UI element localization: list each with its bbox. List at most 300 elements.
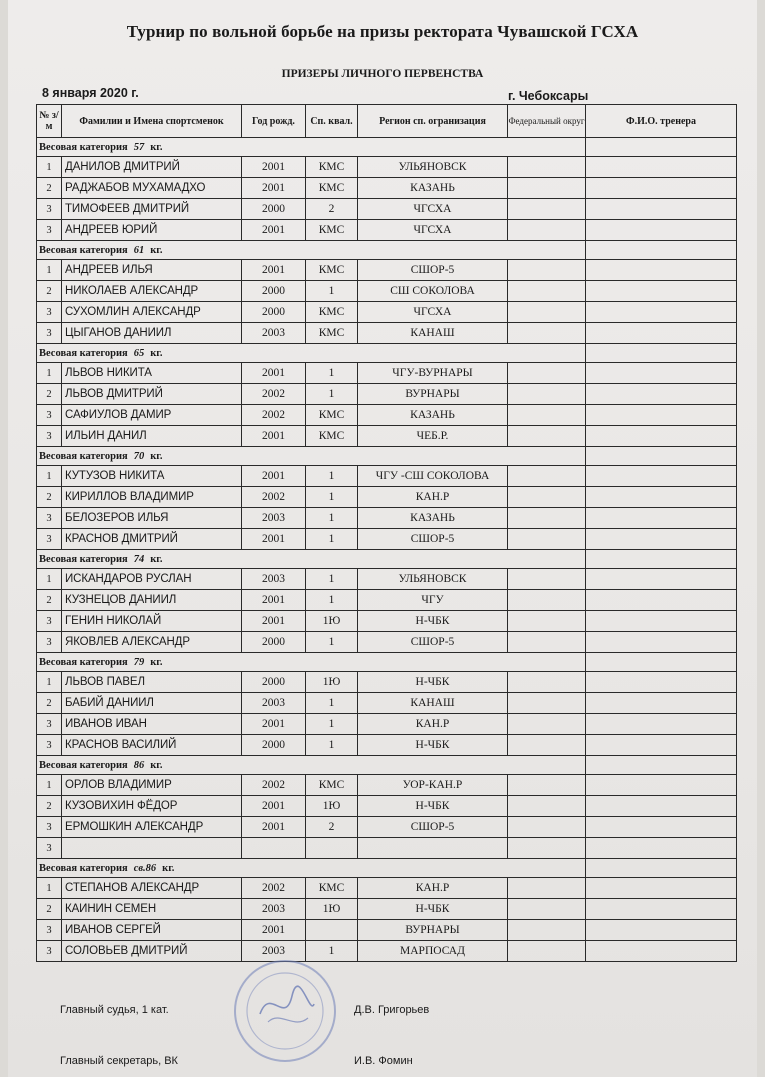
category-row xyxy=(37,447,737,466)
region-cell: Н-ЧБК xyxy=(358,899,508,920)
region-cell: УЛЬЯНОВСК xyxy=(358,569,508,590)
table-row xyxy=(37,878,737,899)
federal-cell xyxy=(508,672,586,693)
header-federal: Федеральный округ xyxy=(508,105,586,138)
trainer-cell xyxy=(586,590,737,611)
place-cell: 3 xyxy=(37,405,62,426)
birth-year: 2003 xyxy=(242,693,306,714)
region-cell: КАН.Р xyxy=(358,487,508,508)
birth-year: 2000 xyxy=(242,672,306,693)
table-row xyxy=(37,590,737,611)
trainer-cell xyxy=(586,817,737,838)
birth-year xyxy=(242,838,306,859)
region-cell: УЛЬЯНОВСК xyxy=(358,157,508,178)
secretary-name: И.В. Фомин xyxy=(354,1055,413,1067)
category-weight: св.86 xyxy=(133,862,157,874)
category-trainer-cell xyxy=(586,344,737,363)
qualification: 1 xyxy=(306,487,358,508)
document-subtitle: ПРИЗЕРЫ ЛИЧНОГО ПЕРВЕНСТВА xyxy=(281,68,484,80)
trainer-cell xyxy=(586,878,737,899)
athlete-name: СТЕПАНОВ АЛЕКСАНДР xyxy=(62,878,242,899)
judge-role: Главный судья, 1 кат. xyxy=(60,1004,169,1016)
athlete-name: СОЛОВЬЕВ ДМИТРИЙ xyxy=(62,941,242,962)
athlete-name: КУЗОВИХИН ФЁДОР xyxy=(62,796,242,817)
table-row xyxy=(37,363,737,384)
header-row xyxy=(37,105,737,138)
trainer-cell xyxy=(586,672,737,693)
secretary-role: Главный секретарь, ВК xyxy=(60,1055,178,1067)
place-cell: 2 xyxy=(37,590,62,611)
place-cell: 1 xyxy=(37,878,62,899)
athlete-name: АНДРЕЕВ ИЛЬЯ xyxy=(62,260,242,281)
category-label xyxy=(37,241,586,260)
table-row xyxy=(37,569,737,590)
region-cell: ВУРНАРЫ xyxy=(358,384,508,405)
table-row xyxy=(37,281,737,302)
region-cell: КАЗАНЬ xyxy=(358,508,508,529)
place-cell: 3 xyxy=(37,611,62,632)
birth-year: 2001 xyxy=(242,796,306,817)
qualification: КМС xyxy=(306,323,358,344)
category-weight: 79 xyxy=(133,656,145,668)
category-weight: 57 xyxy=(133,141,145,153)
qualification: КМС xyxy=(306,426,358,447)
birth-year: 2001 xyxy=(242,363,306,384)
region-cell: Н-ЧБК xyxy=(358,735,508,756)
region-cell: ВУРНАРЫ xyxy=(358,920,508,941)
place-cell: 1 xyxy=(37,260,62,281)
place-cell: 1 xyxy=(37,363,62,384)
qualification: 1 xyxy=(306,384,358,405)
table-row xyxy=(37,323,737,344)
table-row xyxy=(37,714,737,735)
trainer-cell xyxy=(586,426,737,447)
birth-year: 2002 xyxy=(242,775,306,796)
category-unit: кг. xyxy=(150,244,163,256)
table-row xyxy=(37,405,737,426)
region-cell: СШОР-5 xyxy=(358,529,508,550)
category-weight: 86 xyxy=(133,759,145,771)
federal-cell xyxy=(508,466,586,487)
table-row xyxy=(37,632,737,653)
qualification: КМС xyxy=(306,775,358,796)
category-trainer-cell xyxy=(586,859,737,878)
federal-cell xyxy=(508,157,586,178)
table-row xyxy=(37,302,737,323)
birth-year: 2001 xyxy=(242,590,306,611)
place-cell: 3 xyxy=(37,714,62,735)
results-table xyxy=(36,104,737,962)
federal-cell xyxy=(508,384,586,405)
region-cell: КАЗАНЬ xyxy=(358,178,508,199)
table-row xyxy=(37,920,737,941)
birth-year: 2001 xyxy=(242,157,306,178)
region-cell: СШОР-5 xyxy=(358,632,508,653)
birth-year: 2001 xyxy=(242,920,306,941)
qualification: 1 xyxy=(306,941,358,962)
athlete-name: ДАНИЛОВ ДМИТРИЙ xyxy=(62,157,242,178)
category-label-text: Весовая категория xyxy=(39,347,128,359)
trainer-cell xyxy=(586,508,737,529)
category-trainer-cell xyxy=(586,241,737,260)
athlete-name: ИВАНОВ СЕРГЕЙ xyxy=(62,920,242,941)
trainer-cell xyxy=(586,323,737,344)
qualification: 1 xyxy=(306,714,358,735)
birth-year: 2001 xyxy=(242,817,306,838)
qualification: 1Ю xyxy=(306,611,358,632)
place-cell: 1 xyxy=(37,157,62,178)
region-cell: КАН.Р xyxy=(358,714,508,735)
qualification: 1 xyxy=(306,363,358,384)
place-cell: 3 xyxy=(37,735,62,756)
athlete-name: ИСКАНДАРОВ РУСЛАН xyxy=(62,569,242,590)
birth-year: 2003 xyxy=(242,569,306,590)
qualification: 1 xyxy=(306,693,358,714)
athlete-name: РАДЖАБОВ МУХАМАДХО xyxy=(62,178,242,199)
qualification xyxy=(306,838,358,859)
region-cell: ЧГУ xyxy=(358,590,508,611)
region-cell xyxy=(358,838,508,859)
judge-name: Д.В. Григорьев xyxy=(354,1004,430,1016)
table-row xyxy=(37,529,737,550)
category-label xyxy=(37,138,586,157)
federal-cell xyxy=(508,281,586,302)
place-cell: 3 xyxy=(37,508,62,529)
trainer-cell xyxy=(586,632,737,653)
table-row xyxy=(37,796,737,817)
birth-year: 2002 xyxy=(242,487,306,508)
trainer-cell xyxy=(586,838,737,859)
document-sheet xyxy=(8,0,757,1077)
region-cell: ЧГУ-ВУРНАРЫ xyxy=(358,363,508,384)
trainer-cell xyxy=(586,714,737,735)
place-cell: 2 xyxy=(37,178,62,199)
category-label xyxy=(37,653,586,672)
trainer-cell xyxy=(586,899,737,920)
athlete-name: КУТУЗОВ НИКИТА xyxy=(62,466,242,487)
table-row xyxy=(37,487,737,508)
place-cell: 3 xyxy=(37,529,62,550)
category-weight: 61 xyxy=(133,244,145,256)
table-row xyxy=(37,508,737,529)
trainer-cell xyxy=(586,199,737,220)
athlete-name: БАБИЙ ДАНИИЛ xyxy=(62,693,242,714)
qualification: 2 xyxy=(306,817,358,838)
header-region: Регион сп. огранизация xyxy=(358,105,508,138)
table-row xyxy=(37,384,737,405)
federal-cell xyxy=(508,426,586,447)
athlete-name: ОРЛОВ ВЛАДИМИР xyxy=(62,775,242,796)
athlete-name: НИКОЛАЕВ АЛЕКСАНДР xyxy=(62,281,242,302)
table-row xyxy=(37,693,737,714)
place-cell: 3 xyxy=(37,302,62,323)
qualification: КМС xyxy=(306,302,358,323)
birth-year: 2000 xyxy=(242,302,306,323)
federal-cell xyxy=(508,838,586,859)
trainer-cell xyxy=(586,157,737,178)
trainer-cell xyxy=(586,529,737,550)
trainer-cell xyxy=(586,405,737,426)
qualification: 1Ю xyxy=(306,899,358,920)
region-cell: КАН.Р xyxy=(358,878,508,899)
federal-cell xyxy=(508,487,586,508)
category-row xyxy=(37,241,737,260)
category-label xyxy=(37,756,586,775)
table-row xyxy=(37,178,737,199)
qualification xyxy=(306,920,358,941)
place-cell: 3 xyxy=(37,817,62,838)
trainer-cell xyxy=(586,611,737,632)
birth-year: 2001 xyxy=(242,466,306,487)
results-body xyxy=(37,138,737,962)
table-row xyxy=(37,260,737,281)
table-row xyxy=(37,157,737,178)
trainer-cell xyxy=(586,384,737,405)
qualification: КМС xyxy=(306,405,358,426)
event-date: 8 января 2020 г. xyxy=(42,86,139,100)
place-cell: 1 xyxy=(37,775,62,796)
table-row xyxy=(37,941,737,962)
birth-year: 2003 xyxy=(242,508,306,529)
region-cell: СШОР-5 xyxy=(358,260,508,281)
region-cell: Н-ЧБК xyxy=(358,611,508,632)
category-weight: 70 xyxy=(133,450,145,462)
federal-cell xyxy=(508,529,586,550)
category-row xyxy=(37,344,737,363)
category-row xyxy=(37,756,737,775)
category-label-text: Весовая категория xyxy=(39,656,128,668)
table-row xyxy=(37,426,737,447)
table-row xyxy=(37,220,737,241)
document-title: Турнир по вольной борьбе на призы ректората Чувашской ГСХА xyxy=(126,22,639,41)
birth-year: 2003 xyxy=(242,899,306,920)
region-cell: ЧГСХА xyxy=(358,220,508,241)
region-cell: ЧГСХА xyxy=(358,302,508,323)
trainer-cell xyxy=(586,569,737,590)
trainer-cell xyxy=(586,220,737,241)
category-trainer-cell xyxy=(586,550,737,569)
athlete-name: АНДРЕЕВ ЮРИЙ xyxy=(62,220,242,241)
category-label xyxy=(37,447,586,466)
birth-year: 2000 xyxy=(242,281,306,302)
qualification: КМС xyxy=(306,260,358,281)
table-row xyxy=(37,775,737,796)
federal-cell xyxy=(508,405,586,426)
birth-year: 2001 xyxy=(242,426,306,447)
category-label-text: Весовая категория xyxy=(39,244,128,256)
birth-year: 2001 xyxy=(242,611,306,632)
athlete-name: БЕЛОЗЕРОВ ИЛЬЯ xyxy=(62,508,242,529)
official-stamp xyxy=(230,956,340,1066)
region-cell: МАРПОСАД xyxy=(358,941,508,962)
federal-cell xyxy=(508,714,586,735)
category-trainer-cell xyxy=(586,756,737,775)
place-cell: 2 xyxy=(37,281,62,302)
federal-cell xyxy=(508,775,586,796)
birth-year: 2003 xyxy=(242,323,306,344)
category-label-text: Весовая категория xyxy=(39,141,128,153)
qualification: 1 xyxy=(306,281,358,302)
category-row xyxy=(37,859,737,878)
table-row xyxy=(37,611,737,632)
place-cell: 3 xyxy=(37,323,62,344)
trainer-cell xyxy=(586,260,737,281)
region-cell: УОР-КАН.Р xyxy=(358,775,508,796)
athlete-name: КРАСНОВ ВАСИЛИЙ xyxy=(62,735,242,756)
federal-cell xyxy=(508,323,586,344)
category-weight: 65 xyxy=(133,347,145,359)
region-cell: ЧГСХА xyxy=(358,199,508,220)
athlete-name: ЛЬВОВ НИКИТА xyxy=(62,363,242,384)
qualification: 1 xyxy=(306,569,358,590)
federal-cell xyxy=(508,508,586,529)
region-cell: Н-ЧБК xyxy=(358,672,508,693)
place-cell: 3 xyxy=(37,941,62,962)
federal-cell xyxy=(508,611,586,632)
athlete-name: ИЛЬИН ДАНИЛ xyxy=(62,426,242,447)
category-unit: кг. xyxy=(150,553,163,565)
place-cell: 2 xyxy=(37,796,62,817)
place-cell: 1 xyxy=(37,672,62,693)
qualification: КМС xyxy=(306,178,358,199)
athlete-name: ИВАНОВ ИВАН xyxy=(62,714,242,735)
federal-cell xyxy=(508,941,586,962)
qualification: 1Ю xyxy=(306,796,358,817)
federal-cell xyxy=(508,199,586,220)
federal-cell xyxy=(508,735,586,756)
table-row xyxy=(37,735,737,756)
region-cell: СШ СОКОЛОВА xyxy=(358,281,508,302)
place-cell: 3 xyxy=(37,199,62,220)
trainer-cell xyxy=(586,796,737,817)
qualification: 1 xyxy=(306,529,358,550)
athlete-name: КАИНИН СЕМЕН xyxy=(62,899,242,920)
category-row xyxy=(37,138,737,157)
category-trainer-cell xyxy=(586,138,737,157)
federal-cell xyxy=(508,693,586,714)
place-cell: 1 xyxy=(37,466,62,487)
federal-cell xyxy=(508,220,586,241)
category-label xyxy=(37,550,586,569)
birth-year: 2001 xyxy=(242,714,306,735)
qualification: КМС xyxy=(306,878,358,899)
region-cell: СШОР-5 xyxy=(358,817,508,838)
federal-cell xyxy=(508,920,586,941)
qualification: 1 xyxy=(306,735,358,756)
category-row xyxy=(37,653,737,672)
category-row xyxy=(37,550,737,569)
category-label-text: Весовая категория xyxy=(39,450,128,462)
federal-cell xyxy=(508,178,586,199)
place-cell: 3 xyxy=(37,632,62,653)
place-cell: 2 xyxy=(37,693,62,714)
region-cell: КАНАШ xyxy=(358,323,508,344)
qualification: 1 xyxy=(306,590,358,611)
region-cell: КАНАШ xyxy=(358,693,508,714)
federal-cell xyxy=(508,899,586,920)
federal-cell xyxy=(508,590,586,611)
federal-cell xyxy=(508,632,586,653)
category-weight: 74 xyxy=(133,553,145,565)
qualification: 1 xyxy=(306,632,358,653)
table-row xyxy=(37,899,737,920)
place-cell: 3 xyxy=(37,838,62,859)
category-label-text: Весовая категория xyxy=(39,553,128,565)
place-cell: 3 xyxy=(37,426,62,447)
event-city: г. Чебоксары xyxy=(508,89,589,103)
trainer-cell xyxy=(586,466,737,487)
category-label xyxy=(37,344,586,363)
athlete-name: ГЕНИН НИКОЛАЙ xyxy=(62,611,242,632)
category-label xyxy=(37,859,586,878)
trainer-cell xyxy=(586,920,737,941)
trainer-cell xyxy=(586,693,737,714)
qualification: 1 xyxy=(306,466,358,487)
federal-cell xyxy=(508,796,586,817)
federal-cell xyxy=(508,569,586,590)
birth-year: 2000 xyxy=(242,632,306,653)
category-unit: кг. xyxy=(150,141,163,153)
region-cell: Н-ЧБК xyxy=(358,796,508,817)
region-cell: ЧГУ -СШ СОКОЛОВА xyxy=(358,466,508,487)
place-cell: 1 xyxy=(37,569,62,590)
birth-year: 2001 xyxy=(242,260,306,281)
table-row xyxy=(37,838,737,859)
category-label-text: Весовая категория xyxy=(39,862,128,874)
athlete-name: КИРИЛЛОВ ВЛАДИМИР xyxy=(62,487,242,508)
header-qual: Сп. квал. xyxy=(306,105,358,138)
category-trainer-cell xyxy=(586,653,737,672)
birth-year: 2003 xyxy=(242,941,306,962)
athlete-name: КУЗНЕЦОВ ДАНИИЛ xyxy=(62,590,242,611)
birth-year: 2000 xyxy=(242,735,306,756)
trainer-cell xyxy=(586,302,737,323)
federal-cell xyxy=(508,878,586,899)
trainer-cell xyxy=(586,941,737,962)
federal-cell xyxy=(508,302,586,323)
region-cell: ЧЕБ.Р. xyxy=(358,426,508,447)
table-row xyxy=(37,672,737,693)
table-row xyxy=(37,817,737,838)
athlete-name: ЕРМОШКИН АЛЕКСАНДР xyxy=(62,817,242,838)
federal-cell xyxy=(508,260,586,281)
federal-cell xyxy=(508,363,586,384)
birth-year: 2002 xyxy=(242,405,306,426)
category-unit: кг. xyxy=(162,862,175,874)
table-row xyxy=(37,466,737,487)
place-cell: 2 xyxy=(37,384,62,405)
qualification: КМС xyxy=(306,157,358,178)
athlete-name: СУХОМЛИН АЛЕКСАНДР xyxy=(62,302,242,323)
category-unit: кг. xyxy=(150,656,163,668)
category-unit: кг. xyxy=(150,347,163,359)
table-row xyxy=(37,199,737,220)
region-cell: КАЗАНЬ xyxy=(358,405,508,426)
header-trainer: Ф.И.О. тренера xyxy=(586,105,737,138)
trainer-cell xyxy=(586,363,737,384)
athlete-name: ТИМОФЕЕВ ДМИТРИЙ xyxy=(62,199,242,220)
athlete-name xyxy=(62,838,242,859)
category-trainer-cell xyxy=(586,447,737,466)
federal-cell xyxy=(508,817,586,838)
birth-year: 2001 xyxy=(242,178,306,199)
place-cell: 2 xyxy=(37,487,62,508)
birth-year: 2001 xyxy=(242,220,306,241)
qualification: 1 xyxy=(306,508,358,529)
trainer-cell xyxy=(586,178,737,199)
qualification: 2 xyxy=(306,199,358,220)
place-cell: 3 xyxy=(37,220,62,241)
